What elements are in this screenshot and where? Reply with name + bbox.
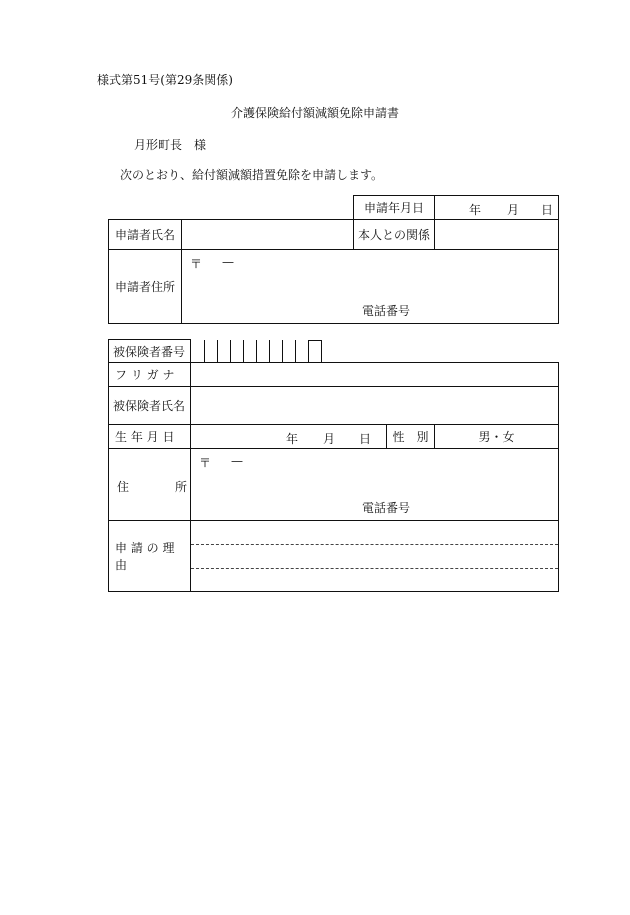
birth-day-label: 日 [359,431,372,446]
postal-dash: — [231,453,243,468]
relation-label: 本人との関係 [354,220,435,250]
document-title: 介護保険給付額減額免除申請書 [230,106,399,120]
body-text: 次のとおり、給付額減額措置免除を申請します。 [120,168,384,182]
insured-number-boxes [191,340,559,362]
insured-table [108,339,559,592]
gender-label: 性 別 [387,425,435,449]
applicant-name-field[interactable] [182,220,354,250]
applicant-address-field[interactable] [182,250,559,324]
date-month-label: 月 [507,202,520,217]
phone-label: 電話番号 [362,303,411,318]
insured-number-label: 被保険者番号 [109,340,191,363]
postal-dash: — [222,254,234,269]
date-year-label: 年 [469,202,482,217]
phone-label: 電話番号 [362,500,411,515]
blank-cell [109,196,354,220]
birth-year-label: 年 [286,431,299,446]
reason-dashed-line-1 [191,544,558,545]
furigana-label: フ リ ガ ナ [109,363,191,387]
reason-field[interactable] [191,521,559,592]
insured-number-field[interactable] [191,340,559,363]
birth-month-label: 月 [323,431,336,446]
insured-name-label: 被保険者氏名 [109,387,191,425]
insured-address-field[interactable] [191,449,559,521]
relation-field[interactable] [435,220,559,250]
furigana-field[interactable] [191,363,559,387]
applicant-name-label: 申請者氏名 [109,220,182,250]
application-date-field[interactable] [435,196,559,220]
reason-dashed-line-2 [191,568,558,569]
date-day-label: 日 [541,202,554,217]
applicant-table [108,195,559,324]
addressee: 月形町長 様 [134,138,207,152]
reason-label: 申 請 の 理 由 [109,521,191,592]
birth-date-label: 生 年 月 日 [109,425,191,449]
postal-mark: 〒 [199,455,212,470]
address-label-char-2: 所 [175,479,188,494]
address-label-char-1: 住 [117,479,130,494]
insured-address-label [109,449,191,521]
birth-date-field[interactable] [191,425,387,449]
insured-name-field[interactable] [191,387,559,425]
gender-options[interactable]: 男・女 [435,425,559,449]
applicant-address-label: 申請者住所 [109,250,182,324]
postal-mark: 〒 [190,256,203,271]
form-number: 様式第51号(第29条関係) [97,73,233,87]
application-date-label: 申請年月日 [354,196,435,220]
